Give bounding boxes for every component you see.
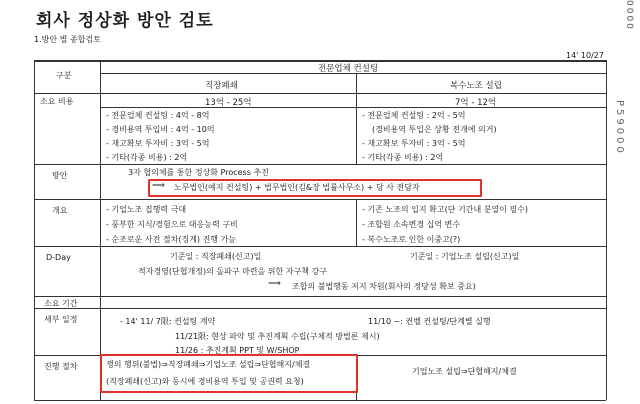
overview-item-multi-union: - 기존 노조의 입지 확고(단 기간내 분열이 필수) xyxy=(362,205,529,214)
row-label-procedure: 진행 절차 xyxy=(44,362,78,371)
dday-multi-union: 기준일 : 기업노조 설립(신고)일 xyxy=(410,252,520,261)
cost-item-lockout: - 재고확보 투자비 : 3억 - 5억 xyxy=(106,139,210,148)
procedure-highlight-box xyxy=(100,354,358,393)
row-label-duration: 소요 기간 xyxy=(44,299,78,308)
row-label-schedule: 세부 일정 xyxy=(44,315,78,324)
procedure-multi-union: 기업노조 설립⇒단협해지/체결 xyxy=(412,367,517,376)
row-label-overview: 개요 xyxy=(52,206,68,215)
cost-item-lockout: - 전문업체 컨설팅 : 4억 - 8억 xyxy=(106,111,210,120)
side-stamp-number: P59000 xyxy=(614,100,625,156)
schedule-item: 11/21限: 현상 파악 및 추진계획 수립(구체적 방법론 제시) xyxy=(175,332,380,341)
grid-line xyxy=(34,93,606,94)
header-group-consulting: 전문업체 컨설팅 xyxy=(318,64,379,74)
grid-line xyxy=(34,308,606,309)
label-column-divider xyxy=(100,60,101,400)
cost-item-multi-union: - 전문업체 컨설팅 : 2억 - 5억 xyxy=(362,111,466,120)
col-divider xyxy=(356,199,357,246)
cost-item-multi-union: - 재고확보 투자비 : 3억 - 5억 xyxy=(362,139,466,148)
cost-item-multi-union: (경비용역 투입은 상황 전개에 의거) xyxy=(372,125,497,134)
cost-item-multi-union: - 기타(각종 비용) : 2억 xyxy=(362,153,444,162)
schedule-item: - 14' 11/ 7限: 컨설팅 계약 xyxy=(120,317,216,326)
document-date: 14' 10/27 xyxy=(566,51,604,60)
header-category: 구분 xyxy=(56,71,72,80)
table-left-border xyxy=(34,60,35,400)
cost-total-lockout: 13억 - 25억 xyxy=(205,98,252,108)
procedure-lockout-line-1: 쟁의 행위(불법)⇒직장폐쇄⇒기업노조 설립⇒단협해지/체결 xyxy=(106,360,311,369)
plan-line-2: 노무법인(예지 컨설팅) + 법무법인(김&장 법률사무소) + 당 사 전담자 xyxy=(174,183,420,192)
cost-item-lockout: - 기타(각종 비용) : 2억 xyxy=(106,153,188,162)
cost-total-multi-union: 7억 - 12억 xyxy=(455,98,497,108)
row-label-plan: 방안 xyxy=(52,171,68,180)
overview-item-lockout: - 순조로운 사전 절차(징계) 진행 가능 xyxy=(106,235,237,244)
page-stamp-number: 0000 xyxy=(624,0,634,31)
grid-line xyxy=(34,199,606,200)
header-multi-union: 복수노조 설립 xyxy=(450,81,502,91)
dday-line-2: 적자경영(단협개정)의 돌파구 마련을 위한 자구책 강구 xyxy=(138,267,327,276)
table-right-border xyxy=(606,60,607,400)
grid-line xyxy=(34,164,606,165)
arrow-icon: ⟹ xyxy=(152,181,165,191)
dday-lockout: 기준일 : 직장폐쇄(신고)일 xyxy=(170,252,262,261)
overview-item-lockout: - 풍부한 지식/경험으로 대응능력 구비 xyxy=(106,220,238,229)
page-subtitle: 1.방안 별 종합검토 xyxy=(34,35,101,44)
grid-line xyxy=(34,246,606,247)
row-label-cost: 소요 비용 xyxy=(40,97,74,106)
header-lockout: 직장폐쇄 xyxy=(205,81,238,91)
table-bottom-border xyxy=(34,400,606,401)
plan-highlight-box xyxy=(148,179,482,197)
row-label-dday: D-Day xyxy=(46,253,71,262)
overview-item-multi-union: - 조합원 소속변경 십억 변수 xyxy=(362,220,461,229)
overview-item-lockout: - 기업노조 집행력 극대 xyxy=(106,205,187,214)
overview-item-multi-union: - 복수노조로 인한 이중고(?) xyxy=(362,235,461,244)
schedule-right: 11/10 ~: 컨벨 컨설팅/단계별 실행 xyxy=(368,317,491,326)
procedure-lockout-line-2: (직장폐쇄(신고)와 동시에 경비용역 투입 및 공권력 요청) xyxy=(106,377,304,386)
dday-line-3: 조합의 불법행동 저지 차원(회사의 정당성 확보 중요) xyxy=(292,282,476,291)
plan-line-1: 3자 협의체를 통한 정상화 Process 추진 xyxy=(128,168,269,177)
schedule-item: 11/26 : 추진계획 PPT 및 W/SHOP xyxy=(175,346,300,355)
grid-line xyxy=(34,296,606,297)
page-title: 회사 정상화 방안 검토 xyxy=(36,11,214,31)
cost-item-lockout: - 경비용역 투입비 : 4억 - 10억 xyxy=(106,125,215,134)
col-divider xyxy=(356,73,357,164)
arrow-icon: ⟹ xyxy=(268,279,281,289)
grid-line xyxy=(100,107,606,108)
